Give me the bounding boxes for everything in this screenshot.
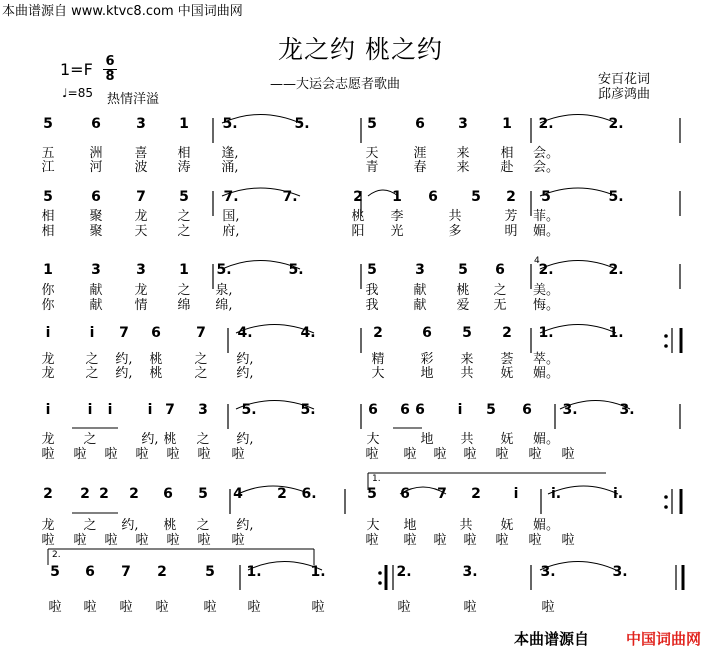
- lyric-verse-1: 泉,: [215, 283, 233, 298]
- repeat-dot: [664, 344, 668, 348]
- lyric-verse-1: 龙: [41, 518, 55, 533]
- note: 5: [205, 564, 215, 580]
- note: 7.: [223, 189, 239, 205]
- note: 1.: [310, 564, 326, 580]
- note: 6: [522, 402, 532, 418]
- lyric-verse-1: 约,: [236, 352, 254, 367]
- note: 7: [119, 325, 129, 341]
- lyric-verse-2: 啦: [231, 447, 245, 462]
- lyric-verse-2: 啦: [231, 533, 245, 548]
- time-signature-top: 6: [105, 54, 115, 69]
- lyric-verse-1: 相: [500, 146, 514, 161]
- lyric-verse-1: 会。: [532, 146, 560, 161]
- note: 5.: [300, 402, 316, 418]
- lyric-verse-2: 啦: [495, 533, 509, 548]
- note: 5.: [288, 262, 304, 278]
- lyric-verse-1: 美。: [532, 283, 560, 298]
- lyric-verse-1: 地: [420, 432, 434, 447]
- song-subtitle: ——大运会志愿者歌曲: [270, 77, 401, 92]
- note: 6: [85, 564, 95, 580]
- lyric-verse-2: 阳: [351, 224, 365, 239]
- lyric-verse-1: 之: [196, 432, 210, 447]
- lyric-verse-1: 龙: [41, 352, 55, 367]
- lyric-verse-2: 媚。: [532, 366, 560, 381]
- lyric-verse-2: 地: [420, 366, 434, 381]
- lyric-verse-2: 啦: [135, 447, 149, 462]
- note: 1: [179, 262, 189, 278]
- lyric-verse-2: 会。: [532, 160, 560, 175]
- lyric-verse-2: 春: [413, 160, 427, 175]
- lyric-verse-2: 悔。: [532, 298, 560, 313]
- lyric-verse-2: 河: [89, 160, 103, 175]
- lyric-verse-1: 大: [366, 518, 380, 533]
- tie-arc: [248, 562, 322, 571]
- note: 6: [495, 262, 505, 278]
- lyric-verse-2: 大: [371, 366, 385, 381]
- lyric-verse-2: 天: [134, 224, 148, 239]
- tie-arc: [222, 115, 300, 124]
- note: 7: [437, 486, 447, 502]
- lyric-verse-1: 约,: [121, 518, 139, 533]
- tie-arc: [548, 486, 618, 494]
- note: 2: [373, 325, 383, 341]
- note: 5: [367, 262, 377, 278]
- lyric-verse-1: 啦: [119, 600, 133, 615]
- footer-site: 中国词曲网: [626, 630, 702, 648]
- note: 5.: [294, 116, 310, 132]
- lyric-verse-2: 啦: [41, 447, 55, 462]
- note: 5: [198, 486, 208, 502]
- song-title: 龙之约 桃之约: [278, 35, 443, 64]
- lyric-verse-1: 国,: [222, 209, 240, 224]
- lyric-verse-2: 献: [89, 298, 103, 313]
- note: 2.: [608, 116, 624, 132]
- repeat-dot: [378, 581, 382, 585]
- lyric-verse-1: 荟: [500, 352, 514, 367]
- lyric-verse-1: 芳: [504, 209, 518, 224]
- note: 7: [196, 325, 206, 341]
- volta-label: 1.: [372, 474, 381, 484]
- lyric-verse-1: 啦: [155, 600, 169, 615]
- lyric-verse-1: 之: [196, 518, 210, 533]
- lyric-verse-1: 啦: [83, 600, 97, 615]
- lyric-verse-1: 相: [41, 209, 55, 224]
- lyric-verse-2: 啦: [41, 533, 55, 548]
- lyric-verse-1: 约,: [236, 518, 254, 533]
- note: 3: [198, 402, 208, 418]
- modulation-mark: 4: [534, 256, 540, 266]
- note: i: [45, 402, 51, 418]
- tie-arc: [222, 261, 300, 270]
- note: 3.: [462, 564, 478, 580]
- note: i.: [612, 486, 624, 502]
- lyric-verse-2: 约,: [236, 366, 254, 381]
- lyric-verse-2: 绵,: [215, 298, 233, 313]
- lyric-verse-1: 菲。: [532, 209, 560, 224]
- lyric-verse-1: 地: [403, 518, 417, 533]
- lyric-verse-2: 爱: [456, 298, 470, 313]
- note: 6: [415, 116, 425, 132]
- note: 5: [50, 564, 60, 580]
- note: 2: [277, 486, 287, 502]
- lyric-verse-1: 之: [83, 432, 97, 447]
- note: 2: [471, 486, 481, 502]
- note: 5: [458, 262, 468, 278]
- lyric-verse-1: 精: [371, 352, 385, 367]
- note: 1.: [608, 325, 624, 341]
- lyric-verse-1: 龙: [41, 432, 55, 447]
- lyric-verse-2: 啦: [561, 447, 575, 462]
- note: 3: [136, 262, 146, 278]
- note: 3: [136, 116, 146, 132]
- lyric-verse-1: 洲: [89, 146, 103, 161]
- note: 2: [502, 325, 512, 341]
- note: 2: [43, 486, 53, 502]
- lyric-verse-2: 啦: [197, 533, 211, 548]
- note: 1: [43, 262, 53, 278]
- lyric-verse-1: 龙: [134, 209, 148, 224]
- lyric-verse-2: 我: [365, 298, 379, 313]
- note: 5.: [608, 189, 624, 205]
- note: 5: [367, 116, 377, 132]
- lyric-verse-1: 啦: [311, 600, 325, 615]
- lyric-verse-1: 之: [85, 352, 99, 367]
- note: 7: [136, 189, 146, 205]
- note: 5: [179, 189, 189, 205]
- note: 2: [157, 564, 167, 580]
- lyric-verse-2: 相: [41, 224, 55, 239]
- lyric-verse-1: 共: [459, 518, 473, 533]
- tie-arc: [540, 325, 616, 334]
- note: 2.: [396, 564, 412, 580]
- note: 2: [353, 189, 363, 205]
- lyric-verse-2: 啦: [403, 533, 417, 548]
- lyric-verse-2: 之: [177, 224, 191, 239]
- repeat-dot: [664, 495, 668, 499]
- lyric-verse-2: 啦: [528, 533, 542, 548]
- tie-arc: [236, 401, 314, 410]
- note: i: [513, 486, 519, 502]
- lyric-verse-2: 光: [390, 224, 404, 239]
- lyric-verse-1: 桃: [351, 209, 365, 224]
- note: i: [89, 325, 95, 341]
- lyric-verse-1: 涯: [413, 146, 427, 161]
- repeat-dot: [378, 571, 382, 575]
- lyric-verse-2: 啦: [104, 533, 118, 548]
- lyric-verse-2: 啦: [73, 447, 87, 462]
- composer-credit: 邱彦鸿曲: [598, 87, 651, 102]
- lyric-verse-1: 之: [177, 209, 191, 224]
- lyric-verse-2: 青: [365, 160, 379, 175]
- note: 5: [471, 189, 481, 205]
- note: 6.: [301, 486, 317, 502]
- lyric-verse-2: 媚。: [532, 224, 560, 239]
- note: i.: [550, 486, 562, 502]
- note: i: [457, 402, 463, 418]
- note: 6: [368, 402, 378, 418]
- lyric-verse-1: 喜: [134, 146, 148, 161]
- lyric-verse-1: 五: [41, 146, 55, 161]
- note: 2.: [538, 262, 554, 278]
- lyric-verse-2: 聚: [89, 224, 103, 239]
- lyric-verse-1: 桃: [163, 518, 177, 533]
- lyric-verse-1: 啦: [463, 600, 477, 615]
- note: 6: [415, 402, 425, 418]
- note: 5.: [216, 262, 232, 278]
- lyric-verse-2: 龙: [41, 366, 55, 381]
- lyric-verse-2: 来: [456, 160, 470, 175]
- watermark-text: 本曲谱源自 www.ktvc8.com 中国词曲网: [2, 4, 243, 19]
- lyric-verse-2: 啦: [166, 533, 180, 548]
- slur-arc: [400, 487, 446, 494]
- note: 7: [165, 402, 175, 418]
- lyric-verse-1: 之: [177, 283, 191, 298]
- note: i: [107, 402, 113, 418]
- note: 2: [80, 486, 90, 502]
- lyric-verse-1: 我: [365, 283, 379, 298]
- note: 5.: [222, 116, 238, 132]
- lyric-verse-2: 啦: [73, 533, 87, 548]
- lyric-verse-2: 多: [448, 224, 462, 239]
- lyric-verse-2: 啦: [365, 447, 379, 462]
- note: 1: [502, 116, 512, 132]
- note: 3: [458, 116, 468, 132]
- tie-arc: [540, 188, 616, 196]
- note: 5: [486, 402, 496, 418]
- tie-arc: [236, 325, 314, 334]
- tie-arc: [238, 486, 310, 494]
- lyric-verse-2: 涌,: [221, 160, 239, 175]
- note: 2: [129, 486, 139, 502]
- lyric-verse-1: 约,: [141, 432, 159, 447]
- lyric-verse-1: 共: [448, 209, 462, 224]
- lyric-verse-1: 妩: [500, 518, 514, 533]
- lyric-verse-2: 你: [41, 298, 55, 313]
- note: 3.: [540, 564, 556, 580]
- lyric-verse-2: 府,: [222, 224, 240, 239]
- note: 3: [415, 262, 425, 278]
- note: 6: [428, 189, 438, 205]
- lyric-verse-2: 江: [41, 160, 55, 175]
- lyric-verse-1: 之: [194, 352, 208, 367]
- note: i: [45, 325, 51, 341]
- note: 7.: [282, 189, 298, 205]
- volta-label: 2.: [52, 550, 61, 560]
- lyricist-credit: 安百花词: [598, 72, 651, 87]
- note: 1.: [246, 564, 262, 580]
- note: 3.: [562, 402, 578, 418]
- lyric-verse-1: 你: [41, 283, 55, 298]
- lyric-verse-1: 来: [456, 146, 470, 161]
- note: 6: [400, 486, 410, 502]
- note: 5.: [241, 402, 257, 418]
- lyric-verse-2: 啦: [166, 447, 180, 462]
- lyric-verse-2: 无: [493, 298, 507, 313]
- lyric-verse-2: 啦: [365, 533, 379, 548]
- note: i: [147, 402, 153, 418]
- note: 2: [99, 486, 109, 502]
- note: 3.: [619, 402, 635, 418]
- note: 6: [163, 486, 173, 502]
- note: 5: [462, 325, 472, 341]
- mood-marking: 热情洋溢: [107, 92, 160, 107]
- lyric-verse-1: 啦: [203, 600, 217, 615]
- lyric-verse-2: 之: [85, 366, 99, 381]
- lyric-verse-1: 媚。: [532, 518, 560, 533]
- note: 1: [179, 116, 189, 132]
- note: 6: [91, 116, 101, 132]
- tie-arc: [540, 261, 616, 270]
- lyric-verse-2: 啦: [403, 447, 417, 462]
- note: 6: [400, 402, 410, 418]
- lyric-verse-1: 桃: [149, 352, 163, 367]
- lyric-verse-2: 情: [134, 298, 148, 313]
- lyric-verse-1: 逢,: [221, 146, 239, 161]
- lyric-verse-2: 约,: [115, 366, 133, 381]
- note: 3: [91, 262, 101, 278]
- lyric-verse-1: 聚: [89, 209, 103, 224]
- lyric-verse-1: 来: [460, 352, 474, 367]
- lyric-verse-2: 啦: [104, 447, 118, 462]
- note: 2.: [608, 262, 624, 278]
- lyric-verse-1: 桃: [456, 283, 470, 298]
- lyric-verse-2: 赴: [500, 160, 514, 175]
- footer-source: 本曲谱源自: [514, 630, 590, 648]
- repeat-dot: [664, 334, 668, 338]
- note: i: [87, 402, 93, 418]
- lyric-verse-2: 献: [413, 298, 427, 313]
- lyric-verse-2: 啦: [463, 447, 477, 462]
- lyric-verse-2: 啦: [433, 447, 447, 462]
- lyric-verse-1: 约,: [115, 352, 133, 367]
- lyric-verse-1: 相: [177, 146, 191, 161]
- lyric-verse-1: 天: [365, 146, 379, 161]
- lyric-verse-1: 啦: [48, 600, 62, 615]
- note: 4: [233, 486, 243, 502]
- lyric-verse-2: 涛: [177, 160, 191, 175]
- lyric-verse-1: 啦: [247, 600, 261, 615]
- tie-arc: [222, 188, 300, 196]
- lyric-verse-2: 波: [134, 160, 148, 175]
- repeat-dot: [664, 505, 668, 509]
- lyric-verse-1: 媚。: [532, 432, 560, 447]
- tie-arc: [540, 562, 616, 571]
- lyric-verse-1: 献: [89, 283, 103, 298]
- slur-arc: [368, 190, 398, 196]
- note: 4.: [237, 325, 253, 341]
- lyric-verse-1: 约,: [236, 432, 254, 447]
- note: 7: [121, 564, 131, 580]
- lyric-verse-2: 啦: [463, 533, 477, 548]
- tie-arc: [560, 401, 630, 410]
- lyric-verse-2: 啦: [433, 533, 447, 548]
- key-signature: 1=F: [60, 60, 93, 79]
- note: 1: [392, 189, 402, 205]
- lyric-verse-1: 李: [390, 209, 404, 224]
- lyric-verse-1: 之: [83, 518, 97, 533]
- lyric-verse-1: 献: [413, 283, 427, 298]
- lyric-verse-1: 共: [460, 432, 474, 447]
- lyric-verse-1: 啦: [397, 600, 411, 615]
- lyric-verse-2: 啦: [135, 533, 149, 548]
- note: 2: [506, 189, 516, 205]
- lyric-verse-1: 大: [366, 432, 380, 447]
- note: 4.: [300, 325, 316, 341]
- lyric-verse-2: 啦: [197, 447, 211, 462]
- lyric-verse-1: 龙: [134, 283, 148, 298]
- lyric-verse-2: 桃: [149, 366, 163, 381]
- time-signature-bottom: 8: [103, 69, 117, 84]
- lyric-verse-2: 明: [504, 224, 518, 239]
- note: 5: [367, 486, 377, 502]
- lyric-verse-2: 啦: [561, 533, 575, 548]
- lyric-verse-2: 之: [194, 366, 208, 381]
- tie-arc: [540, 115, 616, 124]
- note: 2.: [538, 116, 554, 132]
- lyric-verse-2: 绵: [177, 298, 191, 313]
- lyric-verse-1: 啦: [541, 600, 555, 615]
- note: 6: [422, 325, 432, 341]
- note: 5: [43, 116, 53, 132]
- note: 5: [541, 189, 551, 205]
- note: 1.: [538, 325, 554, 341]
- lyric-verse-2: 妩: [500, 366, 514, 381]
- lyric-verse-1: 彩: [420, 352, 434, 367]
- tempo-marking: ♩=85: [62, 86, 93, 100]
- lyric-verse-1: 妩: [500, 432, 514, 447]
- lyric-verse-1: 之: [493, 283, 507, 298]
- lyric-verse-1: 萃。: [532, 352, 560, 367]
- lyric-verse-2: 啦: [495, 447, 509, 462]
- note: 6: [151, 325, 161, 341]
- note: 3.: [612, 564, 628, 580]
- lyric-verse-1: 桃: [163, 432, 177, 447]
- lyric-verse-2: 啦: [528, 447, 542, 462]
- note: 6: [91, 189, 101, 205]
- note: 5: [43, 189, 53, 205]
- lyric-verse-2: 共: [460, 366, 474, 381]
